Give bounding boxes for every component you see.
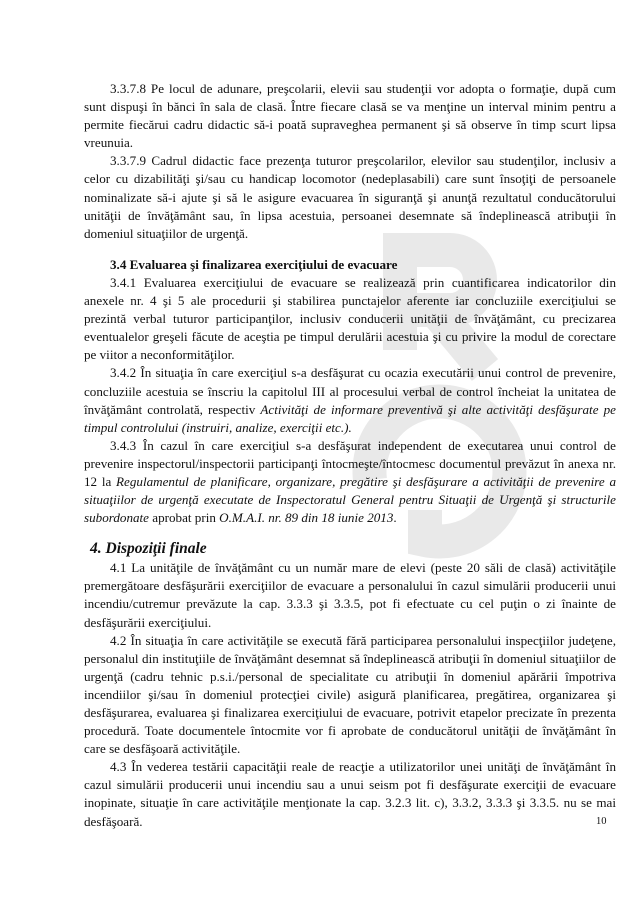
body-paragraph: [84, 559, 616, 631]
text-run: 3.4.1 Evaluarea exerciţiului de evacuare se realizează prin cuantificarea indicatorilor din anexele nr. 4 şi 5 ale procedurii şi stabilirea punctajelor aferente iar concluziile exerciţiului se prezintă verbal tuturor participanţilor, inclusiv conducerii unităţii de învăţământ, cu precizarea eventualelor greşeli făcute de aceştia pe timpul derulării acestuia şi cu privire la modul de corectare pe viitor a neconformităţilor.: [84, 274, 616, 363]
body-paragraph: [84, 632, 616, 759]
body-paragraph: [84, 364, 616, 436]
page-number: 10: [596, 816, 607, 827]
text-run: 3.4.2 În situaţia în care exerciţiul s-a desfăşurat cu ocazia executării unui control de prevenire, concluziile acestuia se înscriu la capitolul III al procesului verbal de control încheiat la unitatea de învăţământ controlată, respectiv: [84, 365, 616, 417]
subheading-evaluare: 3.4 Evaluarea şi finalizarea exerciţiului de evacuare: [110, 256, 398, 272]
text-run: 3.4.3 În cazul în care exerciţiul s-a desfăşurat independent de executarea unui control de prevenire inspectorul/inspectorii participanţi întocmeşte/întocmesc documentul prevăzut în anexa nr. 12 la: [84, 437, 616, 489]
body-paragraph: [84, 152, 616, 242]
paragraph-group-bottom: [84, 559, 616, 830]
text-run: 4.3 În vederea testării capacităţii reale de reacţie a utilizatorilor unei unităţi de învăţământ în cazul simulării producerii unui incendiu sau a unui seism pot fi desfăşurate exerciţii de evacuare inopinate, situaţie în care activităţile menţionate la cap. 3.2.3 lit. c), 3.3.2, 3.3.3 şi 3.3.5. nu se mai desfăşoară.: [84, 759, 616, 829]
document-page: [84, 80, 616, 831]
paragraph-group-top: [84, 80, 616, 243]
text-run: 3.3.7.8 Pe locul de adunare, preşcolarii, elevii sau studenţii vor adopta o formaţie, după cum sunt dispuşi în bănci în sala de clasă. Între fiecare clasă se va menţine un interval minim pentru a permite fiecărui cadru didactic să-i poată supraveghea permanent şi să observe în timp scurt lipsa vreunuia.: [84, 81, 616, 151]
paragraph-group-middle: [84, 274, 616, 527]
text-run: 4.2 În situaţia în care activităţile se execută fără participarea personalului inspecţiilor judeţene, personalul din instituţiile de învăţământ desemnat să îndeplinească atribuţii în domeniul situaţiilor de urgenţă (cadru tehnic p.s.i./personal de specialitate cu atribuţii în domeniul apărării împotriva incendiilor şi/sau în domeniul protecţiei civile) asigură planificarea, pregătirea, organizarea şi desfăşurarea, evaluarea şi finalizarea exerciţiului de evacuare, potrivit etapelor precizate în prezenta procedură. Toate documentele întocmite vor fi aprobate de conducătorul unităţii de învăţământ în care se desfăşoară activităţile.: [84, 632, 616, 757]
italic-text-run: Regulamentul de planificare, organizare, pregătire şi desfăşurare a activităţii de prevenire a situaţiilor de urgenţă executate de Inspectoratul General pentru Situaţii de Urgenţă şi structurile subordonate: [84, 473, 617, 526]
body-paragraph: [84, 437, 616, 527]
italic-text-run: O.M.A.I. nr. 89 din 18 iunie 2013: [219, 510, 394, 526]
text-run: 4.1 La unităţile de învăţământ cu un număr mare de elevi (peste 20 săli de clasă) activităţile premergătoare desfăşurării exerciţiilor de evacuare a personalului în cazul simulării producerii unui incendiu/cutremur prevăzute la cap. 3.3.3 şi 3.3.5, pot fi efectuate cu cel puţin o zi înainte de desfăşurării exerciţiului.: [84, 560, 616, 630]
text-run: 3.3.7.9 Cadrul didactic face prezenţa tuturor preşcolarilor, elevilor sau studenţilor, inclusiv a celor cu dizabilităţi şi/sau cu handicap locomotor (nedeplasabili) care sunt însoţiţi de persoanele nominalizate să-i ajute şi să le asigure evacuarea în siguranţă şi anunţă rezultatul conducătorului unităţii de învăţământ sau, în lipsa acestuia, persoanei desemnate să îndeplinească atribuţii în domeniul situaţiilor de urgenţă.: [84, 153, 616, 241]
body-paragraph: [84, 274, 616, 364]
section-heading-dispozitii-finale: 4. Dispoziţii finale: [90, 540, 207, 558]
text-run: .: [393, 510, 397, 526]
body-paragraph: [84, 80, 616, 152]
body-paragraph: [84, 758, 616, 830]
italic-text-run: Activităţi de informare preventivă şi alte activităţi desfăşurate pe timpul controlului (instruiri, analize, exerciţii etc.).: [84, 401, 616, 435]
text-run: aprobat prin: [148, 510, 220, 526]
